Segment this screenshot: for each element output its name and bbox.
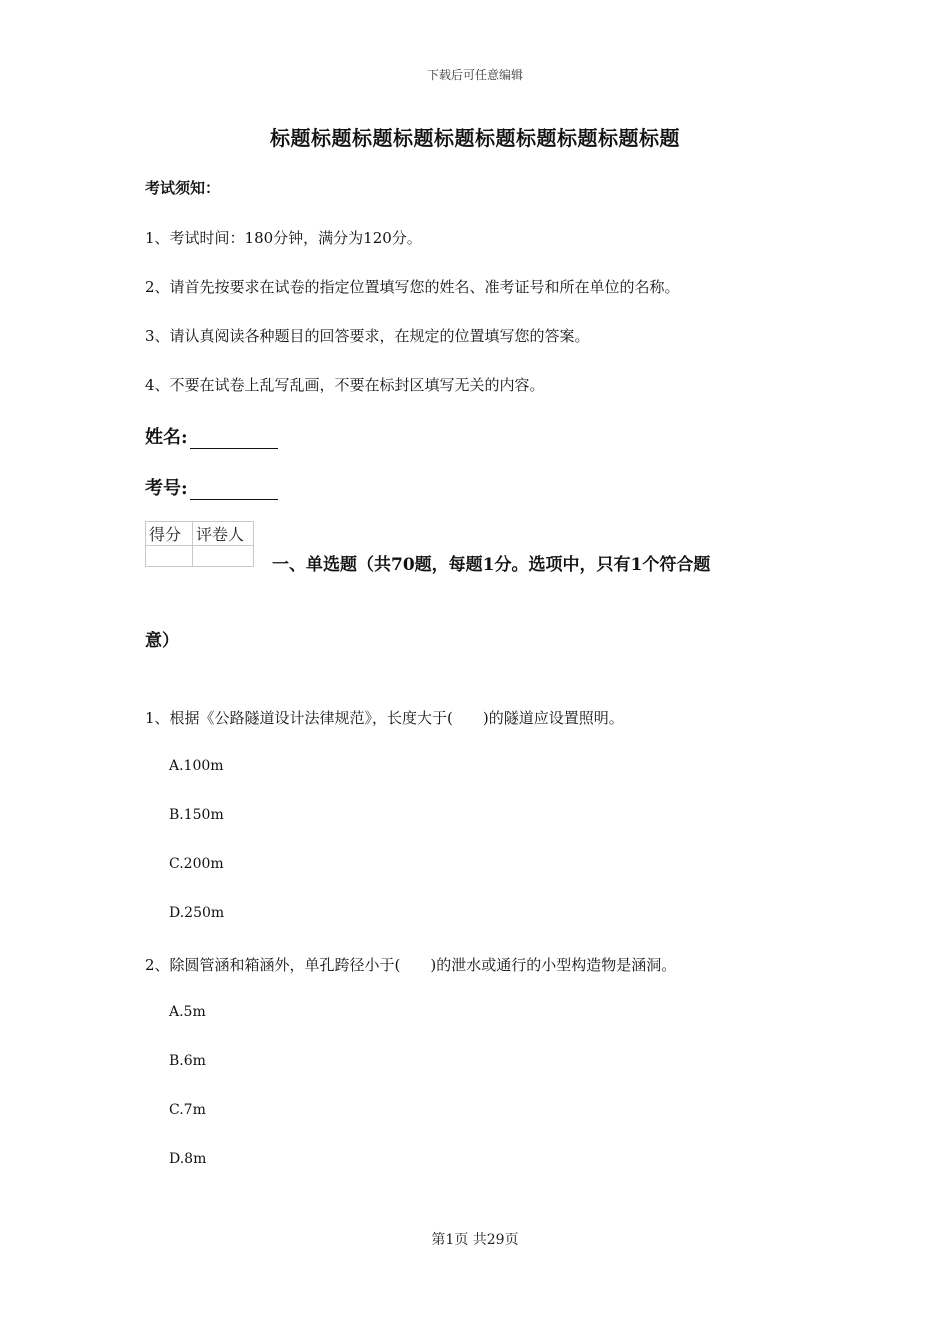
- grader-header: 评卷人: [193, 522, 254, 546]
- section-heading-continuation: 意）: [145, 631, 179, 651]
- name-label: 姓名:: [145, 427, 188, 448]
- score-header: 得分: [146, 522, 193, 546]
- name-blank-line[interactable]: [190, 430, 278, 449]
- page-footer: 第1页 共29页: [431, 1232, 519, 1248]
- notice-heading: 考试须知：: [145, 179, 221, 197]
- question-1-option: D.250m: [169, 905, 225, 921]
- question-1: 1、根据《公路隧道设计法律规范》，长度大于( )的隧道应设置照明。: [145, 709, 624, 727]
- question-2-option: C.7m: [169, 1102, 206, 1118]
- document-title: 标题标题标题标题标题标题标题标题标题标题: [270, 126, 680, 150]
- question-2-option: B.6m: [169, 1053, 206, 1069]
- notice-item: 3、请认真阅读各种题目的回答要求，在规定的位置填写您的答案。: [145, 327, 590, 345]
- notice-item: 2、请首先按要求在试卷的指定位置填写您的姓名、准考证号和所在单位的名称。: [145, 278, 680, 296]
- question-2-option: A.5m: [169, 1004, 206, 1020]
- name-field: [145, 423, 278, 449]
- notice-item: 1、考试时间：180分钟，满分为120分。: [145, 229, 422, 247]
- header-note: 下载后可任意编辑: [426, 68, 523, 82]
- question-2-option: D.8m: [169, 1151, 207, 1167]
- question-1-option: C.200m: [169, 856, 224, 872]
- question-1-option: A.100m: [169, 758, 224, 774]
- score-cell: [146, 546, 193, 567]
- question-1-option: B.150m: [169, 807, 224, 823]
- score-table: [145, 521, 254, 567]
- notice-item: 4、不要在试卷上乱写乱画，不要在标封区填写无关的内容。: [145, 376, 545, 394]
- question-2: 2、除圆管涵和箱涵外，单孔跨径小于( )的泄水或通行的小型构造物是涵洞。: [145, 956, 677, 974]
- grader-cell: [193, 546, 254, 567]
- exam-id-label: 考号:: [145, 478, 188, 499]
- exam-id-blank-line[interactable]: [190, 481, 278, 500]
- exam-id-field: [145, 474, 278, 500]
- section-heading: 一、单选题（共70题，每题1分。选项中，只有1个符合题: [272, 555, 711, 575]
